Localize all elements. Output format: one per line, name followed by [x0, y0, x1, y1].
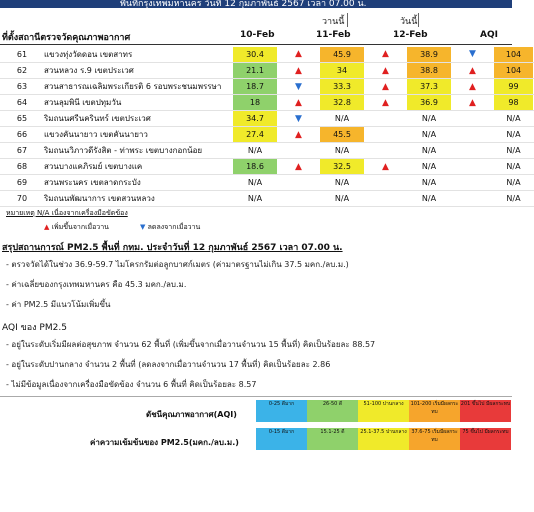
- table-row: [0, 143, 534, 159]
- row-number: 65: [0, 111, 44, 127]
- today-marker: [418, 13, 419, 27]
- pm-day1: 34.7: [233, 111, 278, 127]
- aqi-nodata: - ไม่มีข้อมูลเนื่องจากเครื่องมือขัดข้อง จำนวน 6 พื้นที่ คิดเป็นร้อยละ 8.57: [6, 380, 257, 389]
- station-name: สวนลุมพินี เขตปทุมวัน: [44, 95, 233, 111]
- pm-day3: 38.8: [407, 63, 452, 79]
- pm-day3: N/A: [407, 127, 452, 143]
- pm-day2: 34: [320, 63, 365, 79]
- trend-day1-icon: [278, 175, 320, 191]
- row-number: 62: [0, 63, 44, 79]
- aqi-scale-segment: 0-25 ดีมาก: [256, 400, 307, 422]
- trend-day2-icon: [365, 127, 407, 143]
- aqi-section-title: AQI ของ PM2.5: [2, 323, 67, 333]
- summary-title: สรุปสถานการณ์ PM2.5 พื้นที่ กทม. ประจำวันที่ 12 กุมภาพันธ์ 2567 เวลา 07.00 น.: [2, 243, 343, 253]
- col-aqi: AQI: [480, 30, 498, 40]
- pm-day3: N/A: [407, 159, 452, 175]
- aqi-scale-segment: 101-200 เริ่มมีผลกระทบ: [409, 400, 460, 422]
- pm-day1: N/A: [233, 191, 278, 207]
- pm-scale-segment: 15.1-25 ดี: [307, 428, 358, 450]
- aqi-value: N/A: [494, 111, 534, 127]
- aqi-scale-label: ดัชนีคุณภาพอากาศ(AQI): [146, 410, 237, 419]
- pm-day2: N/A: [320, 191, 365, 207]
- summary-trend: - ค่า PM2.5 มีแนวโน้มเพิ่มขึ้น: [6, 300, 111, 309]
- station-name: ริมถนนวิภาวดีรังสิต - ท่าพระ เขตบางกอกน้อย: [44, 143, 233, 159]
- pm-day3: N/A: [407, 175, 452, 191]
- legend-up: ▲ เพิ่มขึ้นจากเมื่อวาน: [44, 223, 109, 231]
- yesterday-label: วานนี้: [322, 17, 345, 27]
- station-name: ริมถนนศรีนครินทร์ เขตประเวศ: [44, 111, 233, 127]
- aqi-value: 104: [494, 47, 534, 63]
- trend-day1-icon: ▲: [278, 47, 320, 63]
- station-name: แขวงคันนายาว เขตคันนายาว: [44, 127, 233, 143]
- station-name: สวนสาธารณเฉลิมพระเกียรติ 6 รอบพระชนมพรรษา: [44, 79, 233, 95]
- trend-day2-icon: [365, 191, 407, 207]
- pm-scale-segment: 0-15 ดีมาก: [256, 428, 307, 450]
- station-name: สวนพระนคร เขตลาดกระบัง: [44, 175, 233, 191]
- trend-day2-icon: [365, 111, 407, 127]
- aqi-scale-segment: 26-50 ดี: [307, 400, 358, 422]
- row-number: 69: [0, 175, 44, 191]
- aqi-value: N/A: [494, 127, 534, 143]
- row-number: 64: [0, 95, 44, 111]
- table-header: [0, 28, 512, 45]
- pm-day1: 18: [233, 95, 278, 111]
- pm-day1: N/A: [233, 175, 278, 191]
- trend-day1-icon: [278, 191, 320, 207]
- yesterday-marker: [347, 13, 348, 27]
- trend-day3-icon: [452, 159, 494, 175]
- trend-day2-icon: ▲: [365, 159, 407, 175]
- pm-day2: 45.9: [320, 47, 365, 63]
- pm-scale-segment: 75 ขึ้นไป มีผลกระทบ: [460, 428, 511, 450]
- table-row: [0, 127, 534, 143]
- aqi-value: N/A: [494, 175, 534, 191]
- trend-day1-icon: ▼: [278, 79, 320, 95]
- station-name: แขวงทุ่งวัดดอน เขตสาทร: [44, 47, 233, 63]
- col-station: ที่ตั้งสถานีตรวจวัดคุณภาพอากาศ: [2, 33, 131, 43]
- trend-day2-icon: [365, 143, 407, 159]
- header-divider: [0, 44, 512, 45]
- pm-day1: 18.7: [233, 79, 278, 95]
- trend-day3-icon: ▲: [452, 79, 494, 95]
- trend-day3-icon: [452, 175, 494, 191]
- table-row: [0, 175, 534, 191]
- table-row: [0, 159, 534, 175]
- trend-day3-icon: [452, 191, 494, 207]
- trend-day1-icon: ▼: [278, 111, 320, 127]
- pm-day1: 30.4: [233, 47, 278, 63]
- table-row: [0, 191, 534, 207]
- trend-day3-icon: ▲: [452, 95, 494, 111]
- remark-note: หมายเหตุ N/A เนื่องจากเครื่องมือขัดข้อง: [6, 209, 128, 217]
- pm-day2: 32.8: [320, 95, 365, 111]
- table-row: [0, 79, 534, 95]
- table-row: [0, 95, 534, 111]
- table-row: [0, 111, 534, 127]
- pm-day1: 27.4: [233, 127, 278, 143]
- table-row: [0, 47, 534, 63]
- pm-scale-segment: 25.1-37.5 ปานกลาง: [358, 428, 409, 450]
- aqi-unhealthy: - อยู่ในระดับเริ่มมีผลต่อสุขภาพ จำนวน 62 พื้นที่ (เพิ่มขึ้นจากเมื่อวานจำนวน 15 พื้นที่) คิดเป็นร้อยละ 88.57: [6, 340, 376, 349]
- trend-day1-icon: [278, 143, 320, 159]
- trend-day2-icon: ▲: [365, 79, 407, 95]
- pm-day1: N/A: [233, 143, 278, 159]
- pm-day2: 45.5: [320, 127, 365, 143]
- banner-title: พื้นที่กรุงเทพมหานคร วันที่ 12 กุมภาพันธ์ 2567 เวลา 07.00 น.: [120, 0, 367, 9]
- row-number: 61: [0, 47, 44, 63]
- pm-scale-segment: 37.6-75 เริ่มมีผลกระทบ: [409, 428, 460, 450]
- trend-day1-icon: ▲: [278, 159, 320, 175]
- aqi-value: 99: [494, 79, 534, 95]
- trend-day3-icon: [452, 111, 494, 127]
- scale-divider: [0, 396, 512, 397]
- summary-average: - ค่าเฉลี่ยของกรุงเทพมหานคร คือ 45.3 มคก./ลบ.ม.: [6, 280, 187, 289]
- trend-day2-icon: ▲: [365, 47, 407, 63]
- aqi-moderate: - อยู่ในระดับปานกลาง จำนวน 2 พื้นที่ (ลดลงจากเมื่อวานจำนวน 17 พื้นที่) คิดเป็นร้อยละ 2.86: [6, 360, 331, 369]
- station-name: ริมถนนพัฒนาการ เขตสวนหลวง: [44, 191, 233, 207]
- aqi-value: 104: [494, 63, 534, 79]
- trend-day3-icon: [452, 143, 494, 159]
- station-name: สวนหลวง ร.9 เขตประเวศ: [44, 63, 233, 79]
- trend-day2-icon: ▲: [365, 95, 407, 111]
- pm-day2: N/A: [320, 143, 365, 159]
- pm-day3: N/A: [407, 143, 452, 159]
- pm-day2: N/A: [320, 175, 365, 191]
- col-day1: 10-Feb: [240, 30, 275, 40]
- trend-day1-icon: ▲: [278, 95, 320, 111]
- row-number: 70: [0, 191, 44, 207]
- aqi-value: N/A: [494, 143, 534, 159]
- trend-day3-icon: [452, 127, 494, 143]
- aqi-value: N/A: [494, 159, 534, 175]
- row-number: 68: [0, 159, 44, 175]
- aqi-value: 98: [494, 95, 534, 111]
- col-day3: 12-Feb: [393, 30, 428, 40]
- pm-day1: 18.6: [233, 159, 278, 175]
- aqi-scale-segment: 201 ขึ้นไป มีผลกระทบ: [460, 400, 511, 422]
- station-name: สวนบางแคภิรมย์ เขตบางแค: [44, 159, 233, 175]
- pm-scale-label: ค่าความเข้มข้นของ PM2.5(มคก./ลบ.ม.): [90, 438, 239, 447]
- trend-day1-icon: ▲: [278, 127, 320, 143]
- trend-day1-icon: ▲: [278, 63, 320, 79]
- summary-range: - ตรวจวัดได้ในช่วง 36.9-59.7 ไมโครกรัมต่อลูกบาศก์เมตร (ค่ามาตรฐานไม่เกิน 37.5 มคก./ลบ.ม.): [6, 260, 349, 269]
- today-label: วันนี้: [400, 17, 418, 27]
- trend-day3-icon: ▲: [452, 63, 494, 79]
- top-banner: [0, 0, 512, 8]
- aqi-value: N/A: [494, 191, 534, 207]
- station-table: [0, 46, 534, 207]
- pm-day3: N/A: [407, 191, 452, 207]
- pm-day3: 37.3: [407, 79, 452, 95]
- pm-day2: 32.5: [320, 159, 365, 175]
- row-number: 66: [0, 127, 44, 143]
- row-number: 63: [0, 79, 44, 95]
- pm-day2: N/A: [320, 111, 365, 127]
- row-number: 67: [0, 143, 44, 159]
- legend-down: ▼ ลดลงจากเมื่อวาน: [140, 223, 201, 231]
- pm-day3: 36.9: [407, 95, 452, 111]
- table-row: [0, 63, 534, 79]
- aqi-scale-segment: 51-100 ปานกลาง: [358, 400, 409, 422]
- trend-day3-icon: ▼: [452, 47, 494, 63]
- trend-day2-icon: [365, 175, 407, 191]
- pm-day3: N/A: [407, 111, 452, 127]
- pm-day1: 21.1: [233, 63, 278, 79]
- trend-day2-icon: ▲: [365, 63, 407, 79]
- pm-day2: 33.3: [320, 79, 365, 95]
- col-day2: 11-Feb: [316, 30, 351, 40]
- pm-day3: 38.9: [407, 47, 452, 63]
